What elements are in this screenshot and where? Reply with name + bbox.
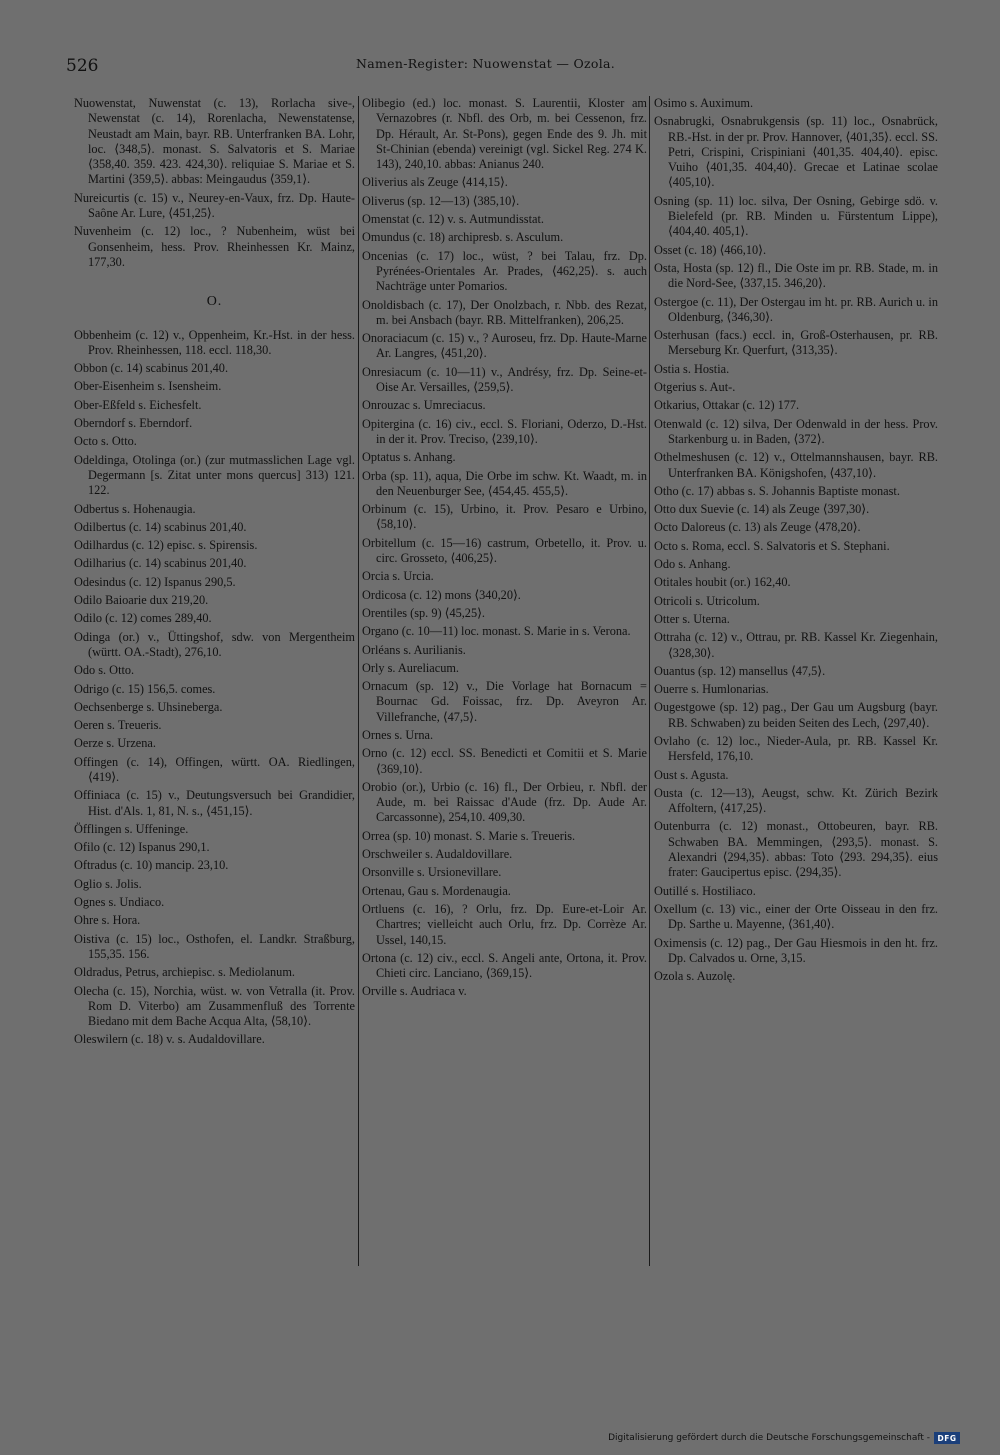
index-entry: Odbertus s. Hohenaugia. <box>74 501 196 516</box>
index-entry: Odilbertus (c. 14) scabinus 201,40. <box>74 519 247 534</box>
index-entry: Onoraciacum (c. 15) v., ? Auroseu, frz. Dp. Haute-Marne Ar. Langres, ⟨451,20⟩. <box>362 331 647 361</box>
index-entry: Otitales houbit (or.) 162,40. <box>654 575 791 590</box>
index-entry: Oliverius als Zeuge ⟨414,15⟩. <box>362 175 508 190</box>
index-entry: Odilharius (c. 14) scabinus 201,40. <box>74 556 247 571</box>
index-entry: Octo s. Otto. <box>74 434 137 449</box>
index-entry: Öfflingen s. Uffeninge. <box>74 821 189 836</box>
index-column-3 <box>654 96 938 987</box>
index-entry: Oberndorf s. Eberndorf. <box>74 416 193 431</box>
index-entry: Odrigo (c. 15) 156,5. comes. <box>74 681 216 696</box>
index-entry: Ordicosa (c. 12) mons ⟨340,20⟩. <box>362 587 521 602</box>
index-entry: Oldradus, Petrus, archiepisc. s. Mediolanum. <box>74 965 295 980</box>
index-entry: Orsonville s. Ursionevillare. <box>362 865 502 880</box>
index-entry: Odilo (c. 12) comes 289,40. <box>74 611 212 626</box>
index-entry: Otkarius, Ottakar (c. 12) 177. <box>654 398 800 413</box>
index-entry: Ostergoe (c. 11), Der Ostergau im ht. pr. RB. Aurich u. in Oldenburg, ⟨346,30⟩. <box>654 294 938 324</box>
entry-list <box>74 328 355 1048</box>
index-entry: Oust s. Agusta. <box>654 767 729 782</box>
index-entry: Osta, Hosta (sp. 12) fl., Die Oste im pr. RB. Stade, m. in die Nord-See, ⟨337,15. 346,20⟩. <box>654 260 938 291</box>
index-entry: Odilhardus (c. 12) episc. s. Spirensis. <box>74 538 258 553</box>
index-entry: Omenstat (c. 12) v. s. Autmundisstat. <box>362 212 544 227</box>
index-entry: Osimo s. Auximum. <box>654 96 754 110</box>
footer <box>608 1432 960 1444</box>
index-entry: Ousta (c. 12—13), Aeugst, schw. Kt. Zürich Bezirk Affoltern, ⟨417,25⟩. <box>654 785 938 816</box>
index-column-2 <box>362 96 647 1003</box>
index-entry: Olibegio (ed.) loc. monast. S. Laurentii, Kloster am Vernazobres (r. Nbfl. des Orb, m. bei Cessenon, frz. Dp. Hérault, Ar. St-Pons), gegen Ende des 9. Jh. mit St-Chinian (ebenda) vereinigt (vgl. Sickel Reg. 274 K. 143), 240,10. abbas: Anianus 240. <box>362 96 647 172</box>
index-entry: Orbitellum (c. 15—16) castrum, Orbetello, it. Prov. u. circ. Grosseto, ⟨406,25⟩. <box>362 535 647 566</box>
index-entry: Orrea (sp. 10) monast. S. Marie s. Treueris. <box>362 828 576 843</box>
section-letter: O. <box>206 294 223 310</box>
index-entry: Ofilo (c. 12) Ispanus 290,1. <box>74 840 210 855</box>
index-entry: Optatus s. Anhang. <box>362 450 456 465</box>
index-entry: Orba (sp. 11), aqua, Die Orbe im schw. Kt. Waadt, m. in den Neuenburger See, ⟨454,45. 455,5⟩. <box>362 468 647 498</box>
index-entry: Ovlaho (c. 12) loc., Nieder-Aula, pr. RB. Kassel Kr. Hersfeld, 176,10. <box>654 733 938 764</box>
index-entry: Nureicurtis (c. 15) v., Neurey-en-Vaux, frz. Dp. Haute-Saône Ar. Lure, ⟨451,25⟩. <box>74 190 355 221</box>
index-entry: Orno (c. 12) eccl. SS. Benedicti et Comitii et S. Marie ⟨369,10⟩. <box>362 746 647 776</box>
index-entry: Olecha (c. 15), Norchia, wüst. w. von Vetralla (it. Prov. Rom D. Viterbo) am Zusammenfluß des Torrente Biedano mit dem Bache Acqua Alta, ⟨58,10⟩. <box>74 983 355 1029</box>
index-entry: Ottraha (c. 12) v., Ottrau, pr. RB. Kassel Kr. Ziegenhain, ⟨328,30⟩. <box>654 630 938 660</box>
index-entry: Ognes s. Undiaco. <box>74 895 165 910</box>
footer-credit: Digitalisierung gefördert durch die Deutsche Forschungsgemeinschaft - <box>608 1433 930 1443</box>
index-entry: Orobio (or.), Urbio (c. 16) fl., Der Orbieu, r. Nbfl. der Aude, m. bei Raissac d'Aude (frz. Dp. Aude Ar. Carcassonne), 254,10. 409,30. <box>362 779 647 825</box>
index-entry: Osnabrugki, Osnabrukgensis (sp. 11) loc., Osnabrück, RB.-Hst. in der pr. Prov. Hannover, ⟨401,35⟩. eccl. SS. Petri, Crispini, Crispiniani ⟨401,35. 404,40⟩. episc. Vuiho ⟨401,35. 404,40⟩. Grecae et Latinae scolae ⟨405,10⟩. <box>654 114 938 190</box>
index-entry: Oerze s. Urzena. <box>74 736 156 751</box>
index-entry: Nuvenheim (c. 12) loc., ? Nubenheim, wüst bei Gonsenheim, hess. Prov. Rheinhessen Kr. Mainz, 177,30. <box>74 224 355 269</box>
index-entry: Ober-Eisenheim s. Isensheim. <box>74 379 222 394</box>
index-entry: Oxellum (c. 13) vic., einer der Orte Oisseau in den frz. Dp. Sarthe u. Mayenne, ⟨361,40⟩. <box>654 901 938 932</box>
index-entry: Ostia s. Hostia. <box>654 361 730 376</box>
index-entry: Ohre s. Hora. <box>74 913 141 928</box>
index-entry: Ouerre s. Humlonarias. <box>654 682 769 697</box>
index-entry: Oglio s. Jolis. <box>74 876 142 891</box>
index-entry: Oncenias (c. 17) loc., wüst, ? bei Talau, frz. Dp. Pyrénées-Orientales Ar. Prades, ⟨462,25⟩. s. auch Nachträge unter Pomarios. <box>362 248 647 294</box>
index-entry: Onrouzac s. Umreciacus. <box>362 398 486 413</box>
index-entry: Offingen (c. 14), Offingen, württ. OA. Riedlingen, ⟨419⟩. <box>74 754 355 784</box>
index-entry: Orentiles (sp. 9) ⟨45,25⟩. <box>362 605 485 620</box>
index-entry: Otto dux Suevie (c. 14) als Zeuge ⟨397,30⟩. <box>654 502 870 517</box>
index-entry: Outillé s. Hostiliaco. <box>654 883 756 898</box>
index-entry: Ortona (c. 12) civ., eccl. S. Angeli ante, Ortona, it. Prov. Chieti circ. Lanciano, ⟨369,15⟩. <box>362 950 647 981</box>
index-entry: Otenwald (c. 12) silva, Der Odenwald in der hess. Prov. Starkenburg u. in Baden, ⟨372⟩. <box>654 416 938 446</box>
index-entry: Oechsenberge s. Uhsineberga. <box>74 699 223 714</box>
index-entry: Offiniaca (c. 15) v., Deutungsversuch bei Grandidier, Hist. d'Als. 1, 81, N. s., ⟨451,15⟩. <box>74 788 355 818</box>
column-rule <box>649 96 650 1266</box>
entry-list <box>362 96 647 1000</box>
index-entry: Otgerius s. Aut-. <box>654 380 736 395</box>
index-entry: Oistiva (c. 15) loc., Osthofen, el. Landkr. Straßburg, 155,35. 156. <box>74 931 355 961</box>
index-entry: Odeldinga, Otolinga (or.) (zur mutmasslichen Lage vgl. Degermann [s. Zitat unter mons quercus] 313) 121. 122. <box>74 452 355 498</box>
index-entry: Odo s. Otto. <box>74 663 135 678</box>
index-entry: Orbinum (c. 15), Urbino, it. Prov. Pesaro e Urbino, ⟨58,10⟩. <box>362 502 647 532</box>
index-entry: Orcia s. Urcia. <box>362 569 434 584</box>
entry-list <box>74 96 355 270</box>
index-entry: Odesindus (c. 12) Ispanus 290,5. <box>74 574 236 589</box>
index-entry: Nuowenstat, Nuwenstat (c. 13), Rorlacha sive-, Newenstat (c. 14), Rorenlacha, Newenstatense, Neustadt am Main, bayr. RB. Unterfranken BA. Lohr, loc. ⟨348,5⟩. monast. S. Salvatoris et S. Mariae ⟨358,40. 359. 423. 424,30⟩. reliquiae S. Mariae et S. Martini ⟨359,5⟩. abbas: Meingaudus ⟨359,1⟩. <box>74 96 355 187</box>
index-entry: Odinga (or.) v., Üttingshof, sdw. von Mergentheim (württ. OA.-Stadt), 276,10. <box>74 629 355 659</box>
index-column-1 <box>74 96 355 1051</box>
index-entry: Oeren s. Treueris. <box>74 718 162 733</box>
page-number: 526 <box>66 56 99 76</box>
index-entry: Ouantus (sp. 12) mansellus ⟨47,5⟩. <box>654 663 826 678</box>
index-entry: Osterhusan (facs.) eccl. in, Groß-Osterhausen, pr. RB. Merseburg Kr. Querfurt, ⟨313,35⟩. <box>654 328 938 358</box>
index-entry: Oximensis (c. 12) pag., Der Gau Hiesmois in den ht. frz. Dp. Calvados u. Orne, 3,15. <box>654 935 938 965</box>
index-entry: Ozola s. Auzolę. <box>654 969 736 984</box>
index-entry: Ober-Eßfeld s. Eichesfelt. <box>74 397 202 412</box>
index-entry: Onoldisbach (c. 17), Der Onolzbach, r. Nbb. des Rezat, m. bei Ansbach (bayr. RB. Mittelfranken), 206,25. <box>362 297 647 327</box>
index-entry: Obbenheim (c. 12) v., Oppenheim, Kr.-Hst. in der hess. Prov. Rheinhessen, 118. eccl. 118,30. <box>74 327 355 357</box>
index-entry: Otter s. Uterna. <box>654 611 730 626</box>
index-entry: Outenburra (c. 12) monast., Ottobeuren, bayr. RB. Schwaben BA. Memmingen, ⟨293,5⟩. monast. S. Alexandri ⟨294,35⟩. abbas: Toto ⟨293. 294,35⟩. eius frater: Gaucipertus episc. ⟨294,35⟩. <box>654 819 938 880</box>
index-entry: Ornacum (sp. 12) v., Die Vorlage hat Bornacum = Bournac Gd. Foissac, frz. Dp. Aveyron Ar. Villefranche, ⟨47,5⟩. <box>362 679 647 724</box>
index-entry: Obbon (c. 14) scabinus 201,40. <box>74 361 229 376</box>
index-entry: Odilo Baioarie dux 219,20. <box>74 593 209 608</box>
index-entry: Opitergina (c. 16) civ., eccl. S. Floriani, Oderzo, D.-Hst. in der it. Prov. Treciso, ⟨239,10⟩. <box>362 416 647 446</box>
index-entry: Orville s. Audriaca v. <box>362 984 467 999</box>
dfg-logo: DFG <box>934 1432 960 1444</box>
index-entry: Orléans s. Aurilianis. <box>362 642 466 657</box>
running-head: Namen-Register: Nuowenstat — Ozola. <box>356 56 616 71</box>
index-entry: Ortenau, Gau s. Mordenaugia. <box>362 883 511 898</box>
index-entry: Orschweiler s. Audaldovillare. <box>362 847 513 862</box>
index-entry: Oliverus (sp. 12—13) ⟨385,10⟩. <box>362 193 520 208</box>
index-entry: Omundus (c. 18) archipresb. s. Asculum. <box>362 230 564 245</box>
index-entry: Octo Daloreus (c. 13) als Zeuge ⟨478,20⟩. <box>654 520 861 535</box>
index-entry: Ornes s. Urna. <box>362 727 434 742</box>
index-entry: Octo s. Roma, eccl. S. Salvatoris et S. Stephani. <box>654 538 890 553</box>
index-entry: Orly s. Aureliacum. <box>362 660 459 675</box>
index-entry: Onresiacum (c. 10—11) v., Andrésy, frz. Dp. Seine-et-Oise Ar. Versailles, ⟨259,5⟩. <box>362 364 647 395</box>
index-entry: Oleswilern (c. 18) v. s. Audaldovillare. <box>74 1032 265 1047</box>
entry-list <box>654 96 938 984</box>
index-entry: Oftradus (c. 10) mancip. 23,10. <box>74 858 229 873</box>
index-entry: Ougestgowe (sp. 12) pag., Der Gau um Augsburg (bayr. RB. Schwaben) zu beiden Seiten des Lech, ⟨297,40⟩. <box>654 700 938 730</box>
index-entry: Odo s. Anhang. <box>654 557 731 572</box>
index-entry: Osset (c. 18) ⟨466,10⟩. <box>654 242 767 257</box>
index-entry: Otricoli s. Utricolum. <box>654 593 760 608</box>
index-entry: Othelmeshusen (c. 12) v., Ottelmannshausen, bayr. RB. Unterfranken BA. Königshofen, ⟨437,10⟩. <box>654 450 938 480</box>
index-entry: Otho (c. 17) abbas s. S. Johannis Baptiste monast. <box>654 483 900 498</box>
index-entry: Ortluens (c. 16), ? Orlu, frz. Dp. Eure-et-Loir Ar. Chartres; vielleicht auch Orlu, frz. Dp. Corrèze Ar. Ussel, 140,15. <box>362 901 647 947</box>
index-entry: Organo (c. 10—11) loc. monast. S. Marie in s. Verona. <box>362 624 631 639</box>
index-entry: Osning (sp. 11) loc. silva, Der Osning, Gebirge sdö. v. Bielefeld (pr. RB. Minden u. Fürstentum Lippe), ⟨404,40. 405,1⟩. <box>654 193 938 239</box>
column-rule <box>358 96 359 1266</box>
